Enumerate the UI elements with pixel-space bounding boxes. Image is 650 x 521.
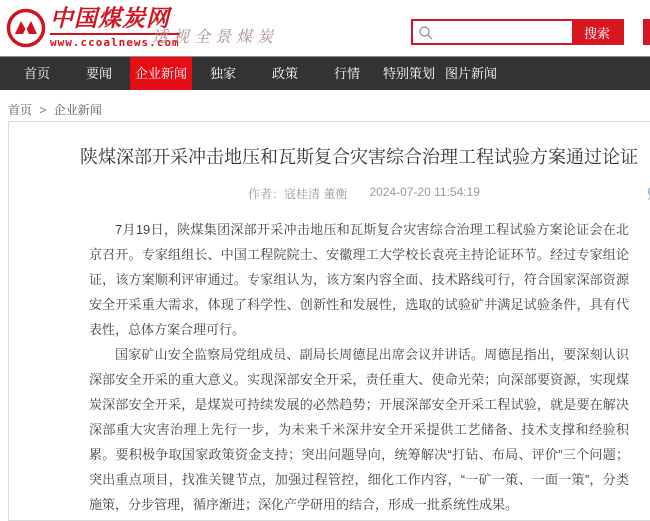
coal-mountain-logo-icon <box>6 8 46 48</box>
site-header <box>0 0 650 56</box>
search-input[interactable] <box>413 21 572 43</box>
article-datetime: 2024-07-20 11:54:19 <box>369 185 480 203</box>
nav-item-photo-news[interactable]: 图片新闻 <box>440 57 502 90</box>
nav-item-enterprise-news[interactable]: 企业新闻 <box>130 57 192 90</box>
nav-item-top-news[interactable]: 要闻 <box>68 57 130 90</box>
site-name: 中国煤炭网 <box>50 6 180 32</box>
cutoff-red-button[interactable] <box>643 19 650 45</box>
article-title: 陕煤深部开采冲击地压和瓦斯复合灾害综合治理工程试验方案通过论证 <box>39 143 650 169</box>
article-paragraph: 7月19日，陕煤集团深部开采冲击地压和瓦斯复合灾害综合治理工程试验方案论证会在北京召开。专家组组长、中国工程院院士、安徽理工大学校长袁亮主持论证环节。经过专家组论证，该方案顺利评审通过。专家组认为，该方案内容全面、技术路线可行，符合国家深部资源安全开采重大需求，体现了科学性、创新性和发展性，选取的试验矿井满足试验条件，具有代表性，总体方案合理可行。 <box>89 217 629 342</box>
article-container <box>8 121 650 521</box>
nav-item-exclusive[interactable]: 独家 <box>192 57 254 90</box>
site-tagline: 透视全景煤炭 <box>152 24 278 47</box>
breadcrumb-home[interactable]: 首页 <box>8 103 32 117</box>
main-nav <box>0 57 650 90</box>
nav-item-special[interactable]: 特别策划 <box>378 57 440 90</box>
breadcrumb <box>0 90 650 117</box>
breadcrumb-separator: > <box>39 103 46 117</box>
site-url: www.ccoalnews.com <box>50 33 180 49</box>
nav-item-policy[interactable]: 政策 <box>254 57 316 90</box>
article-byline <box>89 185 629 203</box>
breadcrumb-current[interactable]: 企业新闻 <box>54 103 102 117</box>
nav-item-market[interactable]: 行情 <box>316 57 378 90</box>
nav-item-home[interactable]: 首页 <box>6 57 68 90</box>
search-button[interactable]: 搜索 <box>572 21 622 43</box>
search-bar <box>411 19 624 45</box>
article-paragraph: 国家矿山安全监察局党组成员、副局长周德昆出席会议并讲话。周德昆指出，要深刻认识深部安全开采的重大意义。实现深部安全开采，责任重大、使命光荣；向深部要资源，实现煤炭深部安全开采，是煤炭可持续发展的必然趋势；开展深部安全开采工程试验，就是要在解决深部重大灾害治理上先行一步，为未来千米深井安全开采提供工艺储备、技术支撑和经验积累。要积极争取国家政策资金支持；突出问题导向，统筹解决“打钻、布局、评价”三个问题；突出重点项目，找准关键节点，加强过程管控，细化工作内容，“一矿一策、一面一策”，分类施策，分步管理，循序渐进；深化产学研用的结合，形成一批系统性成果。 <box>89 342 629 517</box>
article-author: 作者：寇桂清 董衡 <box>248 185 347 203</box>
article-body <box>89 217 629 517</box>
search-icon <box>418 25 434 41</box>
